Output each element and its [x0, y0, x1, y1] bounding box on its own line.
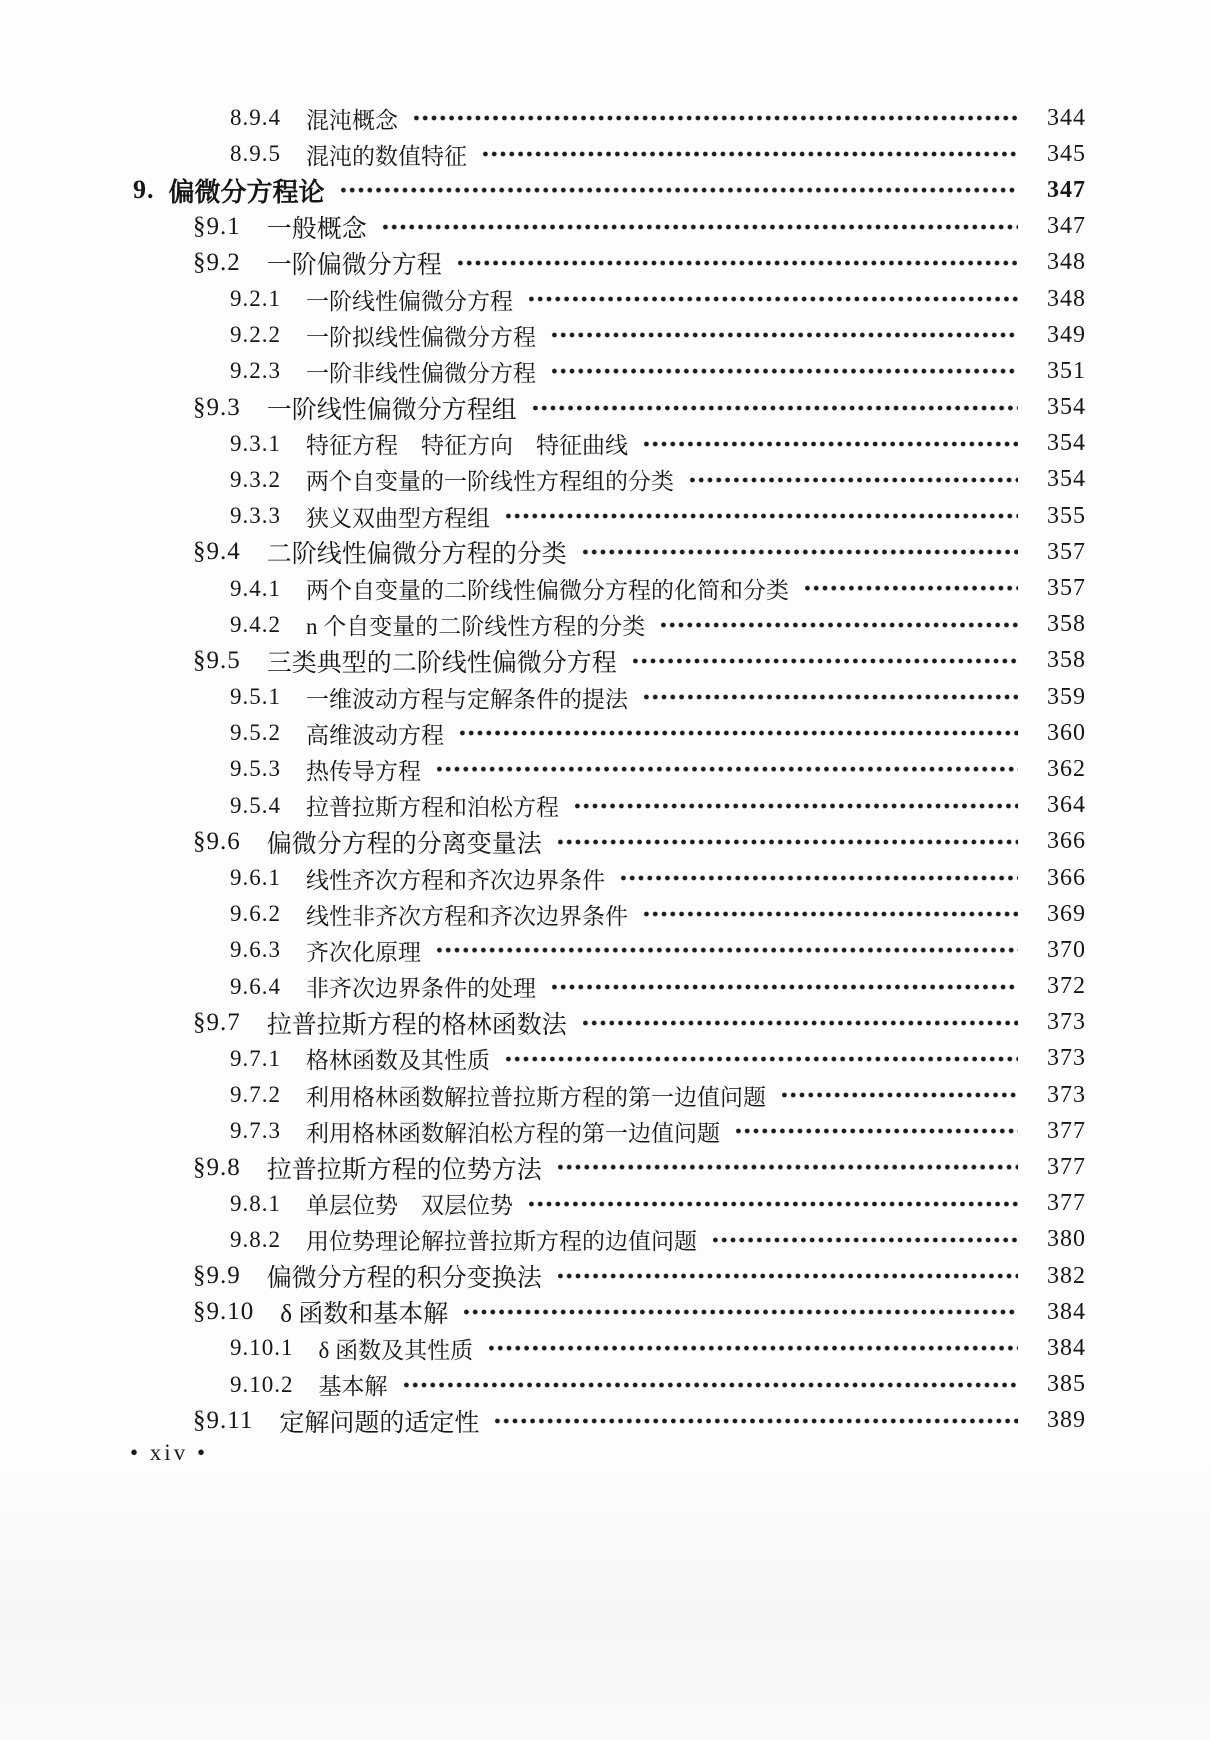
toc-entry-number: 9.8.2 [230, 1226, 281, 1252]
toc-entry-page-number: 373 [1047, 1081, 1086, 1108]
toc-entry-row [133, 570, 1086, 606]
dot-leader [435, 932, 1018, 968]
toc-entry-title: 基本解 [318, 1374, 388, 1400]
toc-entry-number: 9.3.2 [230, 466, 281, 492]
toc-entry-row [133, 1367, 1086, 1403]
toc-entry-page-number: 354 [1047, 430, 1086, 457]
toc-entry-number: 9.8.1 [230, 1190, 281, 1216]
toc-entry-number: §9.3 [193, 393, 241, 421]
toc-entry-number: §9.4 [193, 538, 241, 566]
toc-entry-page-number: 364 [1047, 792, 1086, 819]
toc-entry-page-number: 348 [1047, 249, 1086, 276]
dot-leader [462, 1294, 1018, 1330]
toc-entry-row [133, 100, 1086, 136]
toc-entry-number: 9.3.3 [230, 503, 281, 529]
dot-leader [527, 281, 1018, 317]
dot-leader [573, 788, 1018, 824]
dot-leader [688, 462, 1018, 498]
dot-leader [556, 1149, 1018, 1185]
toc-entry-page-number: 347 [1047, 176, 1086, 203]
toc-entry-page-number: 373 [1047, 1045, 1086, 1072]
toc-entry-page-number: 389 [1047, 1407, 1086, 1434]
toc-entry-page-number: 360 [1047, 719, 1086, 746]
toc-entry-page-number: 366 [1047, 828, 1086, 855]
toc-entry-title: 利用格林函数解泊松方程的第一边值问题 [306, 1120, 720, 1146]
toc-entry-page-number: 347 [1047, 213, 1086, 240]
dot-leader [456, 245, 1018, 281]
toc-entry-row [133, 534, 1086, 570]
toc-entry-row [133, 751, 1086, 787]
toc-entry-page-number: 358 [1047, 611, 1086, 638]
dot-leader [780, 1077, 1018, 1113]
toc-entry-title: 拉普拉斯方程的格林函数法 [266, 1011, 567, 1039]
toc-entry-title: 线性齐次方程和齐次边界条件 [306, 867, 605, 893]
toc-entry-number: 8.9.4 [230, 105, 281, 131]
page-number-footer: • xiv • [130, 1440, 208, 1465]
toc-entry-title: 两个自变量的二阶线性偏微分方程的化简和分类 [306, 578, 789, 604]
toc-entry-page-number: 349 [1047, 321, 1086, 348]
toc-entry-page-number: 382 [1047, 1262, 1086, 1289]
dot-leader [803, 570, 1018, 606]
toc-entry-page-number: 355 [1047, 502, 1086, 529]
toc-entry-number: 9.7.3 [230, 1118, 281, 1144]
dot-leader [550, 969, 1018, 1005]
toc-entry-row [133, 969, 1086, 1005]
table-of-contents [133, 100, 1086, 1439]
toc-entry-title: 狭义双曲型方程组 [306, 505, 490, 531]
dot-leader [556, 1258, 1018, 1294]
toc-entry-page-number: 377 [1047, 1154, 1086, 1181]
dot-leader [504, 1041, 1018, 1077]
toc-entry-number: 9.4.2 [230, 611, 281, 637]
toc-entry-number: §9.7 [193, 1008, 241, 1036]
toc-entry-number: 9.7.2 [230, 1082, 281, 1108]
toc-entry-number: 9.6.2 [230, 901, 281, 927]
toc-entry-row [133, 607, 1086, 643]
toc-entry-row [133, 281, 1086, 317]
toc-entry-title: 非齐次边界条件的处理 [306, 976, 536, 1002]
toc-entry-title: 利用格林函数解拉普拉斯方程的第一边值问题 [306, 1084, 766, 1110]
toc-entry-row [133, 1149, 1086, 1185]
toc-entry-row [133, 1403, 1086, 1439]
dot-leader [631, 643, 1018, 679]
toc-entry-row [133, 1041, 1086, 1077]
toc-entry-number: 9.6.4 [230, 973, 281, 999]
toc-entry-number: §9.6 [193, 827, 241, 855]
toc-entry-title: 定解问题的适定性 [279, 1409, 480, 1437]
toc-entry-page-number: 358 [1047, 647, 1086, 674]
toc-entry-title: 偏微分方程论 [168, 177, 325, 207]
toc-entry-page-number: 385 [1047, 1371, 1086, 1398]
toc-entry-title: 一阶线性偏微分方程 [306, 288, 513, 314]
toc-entry-row [133, 1005, 1086, 1041]
toc-entry-number: 9.2.3 [230, 358, 281, 384]
toc-entry-number: 9.5.2 [230, 720, 281, 746]
toc-entry-number: 9.2.1 [230, 286, 281, 312]
toc-entry-page-number: 366 [1047, 864, 1086, 891]
dot-leader [642, 426, 1018, 462]
toc-entry-number: §9.2 [193, 248, 241, 276]
dot-leader [435, 751, 1018, 787]
toc-entry-number: 9.5.3 [230, 756, 281, 782]
toc-entry-title: 特征方程 特征方向 特征曲线 [306, 433, 628, 459]
toc-entry-row [133, 932, 1086, 968]
toc-entry-row [133, 715, 1086, 751]
toc-entry-number: §9.9 [193, 1262, 241, 1290]
toc-entry-title: 用位势理论解拉普拉斯方程的边值问题 [306, 1229, 697, 1255]
toc-entry-row [133, 136, 1086, 172]
toc-entry-row [133, 172, 1086, 208]
toc-entry-row [133, 1222, 1086, 1258]
toc-entry-row [133, 788, 1086, 824]
toc-entry-page-number: 351 [1047, 357, 1086, 384]
toc-entry-number: §9.1 [193, 212, 241, 240]
toc-entry-title: 线性非齐次方程和齐次边界条件 [306, 903, 628, 929]
toc-entry-row [133, 245, 1086, 281]
dot-leader [493, 1403, 1018, 1439]
dot-leader [412, 100, 1018, 136]
toc-entry-page-number: 359 [1047, 683, 1086, 710]
toc-entry-row [133, 896, 1086, 932]
dot-leader [339, 172, 1018, 208]
dot-leader [659, 607, 1018, 643]
toc-entry-title: 格林函数及其性质 [306, 1048, 490, 1074]
toc-entry-page-number: 357 [1047, 575, 1086, 602]
toc-entry-row [133, 1330, 1086, 1366]
toc-entry-page-number: 384 [1047, 1334, 1086, 1361]
toc-entry-title: 三类典型的二阶线性偏微分方程 [266, 649, 617, 677]
dot-leader [734, 1113, 1018, 1149]
dot-leader [527, 1186, 1018, 1222]
dot-leader [458, 715, 1018, 751]
toc-entry-title: 偏微分方程的积分变换法 [266, 1265, 542, 1293]
dot-leader [711, 1222, 1018, 1258]
toc-entry-title: 热传导方程 [306, 758, 421, 784]
dot-leader [550, 317, 1018, 353]
toc-entry-title: 齐次化原理 [306, 939, 421, 965]
toc-entry-row [133, 1113, 1086, 1149]
toc-entry-row [133, 353, 1086, 389]
dot-leader [504, 498, 1018, 534]
toc-entry-row [133, 679, 1086, 715]
toc-entry-title: 两个自变量的一阶线性方程组的分类 [306, 469, 674, 495]
toc-entry-page-number: 372 [1047, 973, 1086, 1000]
toc-entry-title: 偏微分方程的分离变量法 [266, 830, 542, 858]
toc-entry-title: 一般概念 [266, 215, 367, 243]
dot-leader [556, 824, 1018, 860]
toc-entry-number: §9.10 [193, 1298, 255, 1326]
toc-entry-number: 9.2.2 [230, 322, 281, 348]
toc-entry-row [133, 824, 1086, 860]
toc-entry-page-number: 377 [1047, 1190, 1086, 1217]
dot-leader [581, 1005, 1018, 1041]
toc-entry-title: 拉普拉斯方程和泊松方程 [306, 795, 559, 821]
dot-leader [550, 353, 1018, 389]
toc-entry-title: 单层位势 双层位势 [306, 1193, 513, 1219]
toc-entry-page-number: 344 [1047, 104, 1086, 131]
toc-entry-row [133, 209, 1086, 245]
toc-entry-number: §9.8 [193, 1153, 241, 1181]
dot-leader [619, 860, 1018, 896]
toc-entry-page-number: 348 [1047, 285, 1086, 312]
dot-leader [642, 896, 1018, 932]
toc-entry-row [133, 390, 1086, 426]
toc-entry-title: δ 函数及其性质 [318, 1337, 474, 1363]
toc-entry-title: 混沌概念 [306, 107, 398, 133]
toc-entry-title: 一维波动方程与定解条件的提法 [306, 686, 628, 712]
dot-leader [581, 534, 1018, 570]
toc-entry-number: 9.4.1 [230, 575, 281, 601]
dot-leader [642, 679, 1018, 715]
toc-entry-number: 9.6.3 [230, 937, 281, 963]
toc-entry-number: 9.10.1 [230, 1335, 294, 1361]
toc-entry-number: 9.5.4 [230, 792, 281, 818]
toc-entry-number: §9.5 [193, 646, 241, 674]
dot-leader [481, 136, 1018, 172]
toc-entry-title: 一阶拟线性偏微分方程 [306, 324, 536, 350]
toc-entry-page-number: 370 [1047, 936, 1086, 963]
dot-leader [487, 1330, 1018, 1366]
toc-entry-page-number: 354 [1047, 394, 1086, 421]
toc-entry-number: 8.9.5 [230, 141, 281, 167]
toc-entry-page-number: 354 [1047, 466, 1086, 493]
dot-leader [381, 209, 1018, 245]
toc-entry-title: 一阶偏微分方程 [266, 251, 442, 279]
toc-entry-number: 9.10.2 [230, 1371, 294, 1397]
toc-entry-number: 9.3.1 [230, 430, 281, 456]
toc-entry-page-number: 357 [1047, 538, 1086, 565]
dot-leader [531, 390, 1018, 426]
toc-entry-row [133, 498, 1086, 534]
toc-entry-row [133, 1294, 1086, 1330]
toc-entry-title: 一阶非线性偏微分方程 [306, 360, 536, 386]
toc-entry-row [133, 462, 1086, 498]
toc-entry-number: 9.5.1 [230, 684, 281, 710]
toc-entry-row [133, 1077, 1086, 1113]
toc-entry-number: 9.7.1 [230, 1045, 281, 1071]
toc-entry-row [133, 860, 1086, 896]
toc-entry-title: δ 函数和基本解 [280, 1301, 449, 1329]
toc-entry-number: 9.6.1 [230, 865, 281, 891]
toc-entry-row [133, 1258, 1086, 1294]
toc-entry-page-number: 384 [1047, 1298, 1086, 1325]
toc-entry-title: 拉普拉斯方程的位势方法 [266, 1156, 542, 1184]
toc-entry-page-number: 377 [1047, 1117, 1086, 1144]
toc-entry-page-number: 380 [1047, 1226, 1086, 1253]
toc-entry-page-number: 345 [1047, 140, 1086, 167]
dot-leader [402, 1367, 1019, 1403]
toc-entry-number: §9.11 [193, 1406, 254, 1434]
toc-entry-page-number: 362 [1047, 755, 1086, 782]
toc-entry-title: 一阶线性偏微分方程组 [266, 396, 517, 424]
toc-entry-number: 9. [133, 175, 155, 205]
toc-entry-page-number: 373 [1047, 1009, 1086, 1036]
toc-entry-row [133, 643, 1086, 679]
toc-entry-row [133, 1186, 1086, 1222]
toc-entry-title: 混沌的数值特征 [306, 143, 467, 169]
toc-entry-row [133, 317, 1086, 353]
toc-entry-title: n 个自变量的二阶线性方程的分类 [306, 614, 646, 640]
toc-entry-row [133, 426, 1086, 462]
toc-entry-title: 二阶线性偏微分方程的分类 [266, 541, 567, 569]
toc-entry-title: 高维波动方程 [306, 722, 444, 748]
toc-entry-page-number: 369 [1047, 900, 1086, 927]
